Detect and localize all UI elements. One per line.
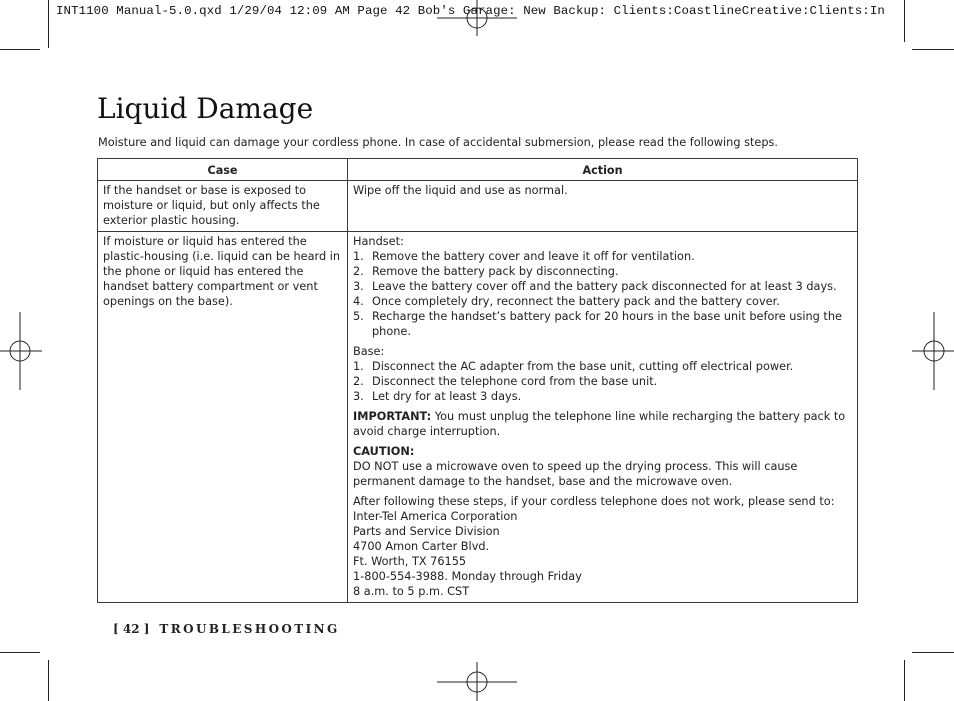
address-line-street: 4700 Amon Carter Blvd. bbox=[353, 540, 490, 553]
address-line-company: Inter-Tel America Corporation bbox=[353, 510, 518, 523]
crop-mark-top-left-horizontal bbox=[0, 49, 40, 50]
intro-paragraph: Moisture and liquid can damage your cordless phone. In case of accidental submersion, please read the following steps. bbox=[98, 136, 779, 149]
case-cell-interior: If moisture or liquid has entered the plastic-housing (i.e. liquid can be heard in the phone or liquid has entered the handset battery compartment or vent openings on the base). bbox=[98, 232, 348, 603]
list-item bbox=[353, 264, 852, 279]
page-title: Liquid Damage bbox=[97, 92, 314, 125]
page-number: [ 42 ] bbox=[113, 622, 150, 636]
step-number: 1. bbox=[353, 250, 364, 263]
address-line-phone: 1-800-554-3988. Monday through Friday bbox=[353, 570, 582, 583]
handset-label: Handset: bbox=[353, 235, 404, 248]
step-text: Once completely dry, reconnect the battery pack and the battery cover. bbox=[372, 295, 780, 308]
step-number: 3. bbox=[353, 390, 364, 403]
step-text: Recharge the handset’s battery pack for 20 hours in the base unit before using the phone. bbox=[372, 310, 842, 338]
registration-mark-bottom-icon bbox=[437, 662, 517, 701]
list-item bbox=[353, 249, 852, 264]
important-label: IMPORTANT: bbox=[353, 410, 432, 423]
important-note bbox=[353, 409, 852, 439]
registration-mark-left-icon bbox=[0, 312, 42, 390]
handset-steps-list bbox=[353, 249, 852, 339]
address-line-city: Ft. Worth, TX 76155 bbox=[353, 555, 467, 568]
crop-mark-bottom-right-vertical bbox=[904, 660, 905, 701]
step-number: 4. bbox=[353, 295, 364, 308]
step-number: 1. bbox=[353, 360, 364, 373]
address-line-division: Parts and Service Division bbox=[353, 525, 500, 538]
step-text: Let dry for at least 3 days. bbox=[372, 390, 522, 403]
crop-mark-bottom-left-horizontal bbox=[0, 652, 40, 653]
base-steps-list bbox=[353, 359, 852, 404]
step-number: 2. bbox=[353, 265, 364, 278]
address-line-hours: 8 a.m. to 5 p.m. CST bbox=[353, 585, 470, 598]
caution-label: CAUTION: bbox=[353, 445, 415, 458]
service-address bbox=[353, 509, 852, 599]
header-case: Case bbox=[98, 159, 348, 181]
crop-mark-top-right-horizontal bbox=[912, 49, 954, 50]
step-number: 5. bbox=[353, 310, 364, 323]
list-item bbox=[353, 359, 852, 374]
table-row bbox=[98, 181, 858, 232]
list-item bbox=[353, 279, 852, 294]
step-text: Disconnect the telephone cord from the base unit. bbox=[372, 375, 658, 388]
list-item bbox=[353, 309, 852, 339]
crop-mark-bottom-left-vertical bbox=[48, 660, 49, 701]
table-row bbox=[98, 232, 858, 603]
after-steps-text: After following these steps, if your cordless telephone does not work, please send to: bbox=[353, 495, 835, 508]
step-text: Disconnect the AC adapter from the base unit, cutting off electrical power. bbox=[372, 360, 794, 373]
action-cell-exterior: Wipe off the liquid and use as normal. bbox=[348, 181, 858, 232]
base-label: Base: bbox=[353, 345, 385, 358]
step-text: Remove the battery cover and leave it off for ventilation. bbox=[372, 250, 695, 263]
page-footer bbox=[113, 622, 340, 636]
table-header-row bbox=[98, 159, 858, 181]
important-text: You must unplug the telephone line while recharging the battery pack to avoid charge interruption. bbox=[353, 410, 846, 438]
liquid-damage-table bbox=[97, 158, 858, 603]
list-item bbox=[353, 374, 852, 389]
section-name: TROUBLESHOOTING bbox=[159, 622, 340, 636]
crop-mark-top-left-vertical bbox=[48, 0, 49, 48]
list-item bbox=[353, 389, 852, 404]
crop-mark-bottom-right-horizontal bbox=[912, 652, 954, 653]
header-action: Action bbox=[348, 159, 858, 181]
step-text: Leave the battery cover off and the battery pack disconnected for at least 3 days. bbox=[372, 280, 837, 293]
caution-text: DO NOT use a microwave oven to speed up the drying process. This will cause permanent damage to the handset, base and the microwave oven. bbox=[353, 460, 798, 488]
step-number: 3. bbox=[353, 280, 364, 293]
case-cell-exterior: If the handset or base is exposed to moisture or liquid, but only affects the exterior plastic housing. bbox=[98, 181, 348, 232]
registration-mark-top-icon bbox=[437, 0, 517, 36]
print-slug-line: INT1100 Manual-5.0.qxd 1/29/04 12:09 AM Page 42 Bob's Garage: New Backup: Clients:CoastlineCreative:Clients:In bbox=[56, 4, 885, 18]
crop-mark-top-right-vertical bbox=[904, 0, 905, 42]
registration-mark-right-icon bbox=[912, 312, 954, 390]
list-item bbox=[353, 294, 852, 309]
action-cell-interior bbox=[348, 232, 858, 603]
step-number: 2. bbox=[353, 375, 364, 388]
step-text: Remove the battery pack by disconnecting. bbox=[372, 265, 619, 278]
